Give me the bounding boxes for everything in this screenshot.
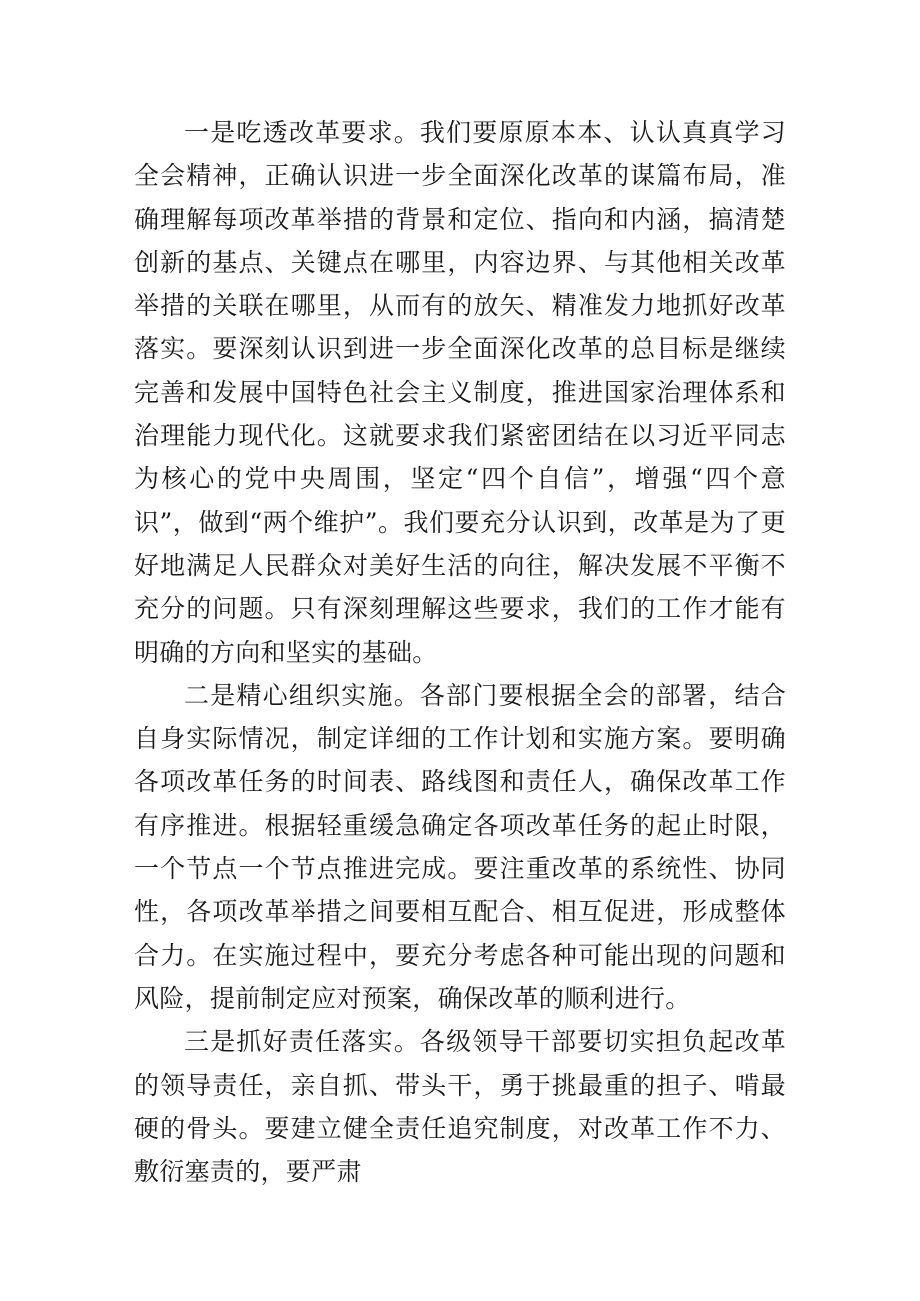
paragraph-3: 三是抓好责任落实。各级领导干部要切实担负起改革的领导责任，亲自抓、带头干，勇于挑最重的担子、啃最硬的骨头。要建立健全责任追究制度，对改革工作不力、敷衍塞责的，要严肃 <box>134 1027 786 1187</box>
paragraph-1: 一是吃透改革要求。我们要原原本本、认认真真学习全会精神，正确认识进一步全面深化改革的谋篇布局，准确理解每项改革举措的背景和定位、指向和内涵，搞清楚创新的基点、关键点在哪里，内容边界、与其他相关改革举措的关联在哪里，从而有的放矢、精准发力地抓好改革落实。要深刻认识到进一步全面深化改革的总目标是继续完善和发展中国特色社会主义制度，推进国家治理体系和治理能力现代化。这就要求我们紧密团结在以习近平同志为核心的党中央周围，坚定“四个自信”，增强“四个意识”，做到“两个维护”。我们要充分认识到，改革是为了更好地满足人民群众对美好生活的向往，解决发展不平衡不充分的问题。只有深刻理解这些要求，我们的工作才能有明确的方向和坚实的基础。 <box>134 118 786 667</box>
paragraph-2: 二是精心组织实施。各部门要根据全会的部署，结合自身实际情况，制定详细的工作计划和实施方案。要明确各项改革任务的时间表、路线图和责任人，确保改革工作有序推进。根据轻重缓急确定各项改革任务的起止时限，一个节点一个节点推进完成。要注重改革的系统性、协同性，各项改革举措之间要相互配合、相互促进，形成整体合力。在实施过程中，要充分考虑各种可能出现的问题和风险，提前制定应对预案，确保改革的顺利进行。 <box>134 680 786 1013</box>
document-body <box>134 111 786 1193</box>
